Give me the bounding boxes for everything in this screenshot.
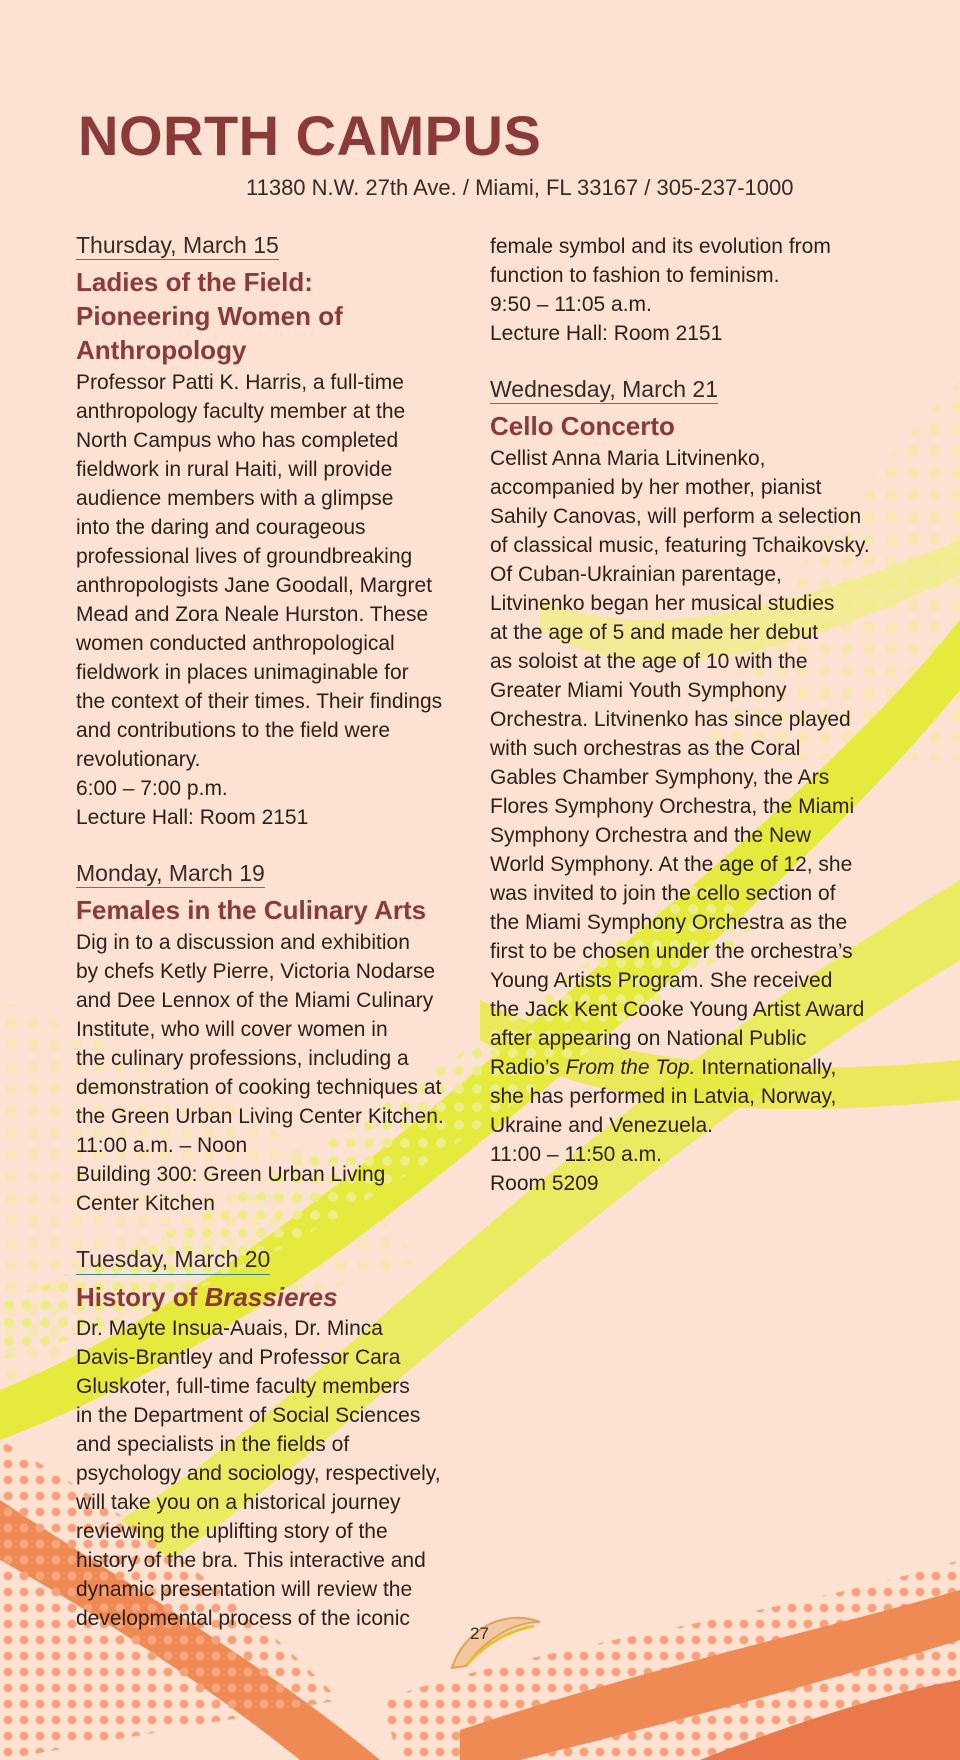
description-line: and Dee Lennox of the Miami Culinary — [76, 989, 434, 1013]
description-line: Young Artists Program. She received — [490, 969, 833, 993]
description-line: function to fashion to feminism. — [490, 264, 780, 287]
description-line: anthropologists Jane Goodall, Margret — [76, 573, 433, 597]
event-cello-concerto — [490, 376, 890, 1198]
description-line: Institute, who will cover women in — [76, 1018, 388, 1042]
description-line: as soloist at the age of 10 with the — [490, 650, 808, 674]
event-ladies-of-the-field — [76, 232, 471, 832]
event-title-line: Cello Concerto — [490, 411, 675, 442]
page-number: 27 — [470, 1624, 489, 1643]
description-line: the Jack Kent Cooke Young Artist Award — [490, 998, 865, 1022]
description-line: into the daring and courageous — [76, 515, 366, 539]
radio-suffix: Internationally, — [695, 1056, 837, 1080]
event-description — [490, 444, 890, 1198]
left-column — [76, 232, 471, 1661]
right-column — [490, 232, 890, 1226]
description-line: the Miami Symphony Orchestra as the — [490, 911, 848, 935]
description-line: Gables Chamber Symphony, the Ars — [490, 766, 830, 790]
leaf-logo-icon — [444, 1600, 544, 1680]
description-line: first to be chosen under the orchestra’s — [490, 940, 853, 964]
description-line: psychology and sociology, respectively, — [76, 1462, 441, 1486]
event-females-culinary-arts — [76, 860, 471, 1218]
description-line: the Green Urban Living Center Kitchen. — [76, 1105, 444, 1129]
description-line: World Symphony. At the age of 12, she — [490, 853, 853, 877]
event-title-line: Ladies of the Field: — [76, 267, 313, 298]
description-line: fieldwork in places unimaginable for — [76, 660, 409, 684]
event-description — [76, 368, 471, 832]
event-description — [76, 1314, 471, 1633]
event-time: 11:00 – 11:50 a.m. — [490, 1143, 663, 1167]
event-history-of-brassieres — [76, 1246, 471, 1633]
description-line: of classical music, featuring Tchaikovsky. — [490, 534, 870, 558]
description-line: Ukraine and Venezuela. — [490, 1114, 713, 1138]
description-line: will take you on a historical journey — [76, 1491, 401, 1515]
description-line: and specialists in the fields of — [76, 1433, 350, 1457]
event-location: Lecture Hall: Room 2151 — [490, 322, 723, 345]
description-line: Davis-Brantley and Professor Cara — [76, 1346, 401, 1370]
event-location: Lecture Hall: Room 2151 — [76, 805, 309, 829]
description-line: Sahily Canovas, will perform a selection — [490, 505, 862, 529]
event-title-line: Pioneering Women of — [76, 301, 343, 332]
campus-title: NORTH CAMPUS — [78, 104, 542, 167]
description-line: and contributions to the field were — [76, 718, 391, 742]
event-date: Thursday, March 15 — [76, 232, 279, 260]
event-date: Monday, March 19 — [76, 860, 265, 888]
description-line: at the age of 5 and made her debut — [490, 621, 819, 645]
description-line: North Campus who has completed — [76, 428, 399, 452]
description-line: demonstration of cooking techniques at — [76, 1076, 442, 1100]
description-line: was invited to join the cello section of — [490, 882, 836, 906]
event-time: 9:50 – 11:05 a.m. — [490, 293, 652, 316]
description-line: the context of their times. Their findings — [76, 689, 443, 713]
description-line: Gluskoter, full-time faculty members — [76, 1375, 410, 1399]
description-line: after appearing on National Public — [490, 1027, 807, 1051]
event-location-line: Building 300: Green Urban Living — [76, 1163, 386, 1187]
description-line: the culinary professions, including a — [76, 1047, 409, 1071]
event-description — [76, 928, 471, 1218]
description-line: in the Department of Social Sciences — [76, 1404, 421, 1428]
event-history-of-brassieres-continued — [490, 232, 890, 348]
description-line: by chefs Ketly Pierre, Victoria Nodarse — [76, 960, 436, 984]
description-line: Orchestra. Litvinenko has since played — [490, 708, 851, 732]
event-time: 6:00 – 7:00 p.m. — [76, 776, 228, 800]
event-title-line: Anthropology — [76, 335, 247, 366]
radio-prefix: Radio’s — [490, 1056, 566, 1080]
description-line: Symphony Orchestra and the New — [490, 824, 811, 848]
event-title-plain: History of — [76, 1281, 205, 1312]
description-line: female symbol and its evolution from — [490, 235, 831, 258]
event-description-continued — [490, 232, 890, 348]
description-line: dynamic presentation will review the — [76, 1578, 413, 1602]
description-line: fieldwork in rural Haiti, will provide — [76, 457, 393, 481]
description-line: anthropology faculty member at the — [76, 399, 406, 423]
event-time: 11:00 a.m. – Noon — [76, 1134, 248, 1158]
description-line: history of the bra. This interactive and — [76, 1549, 426, 1573]
description-line: revolutionary. — [76, 747, 201, 771]
event-title — [76, 894, 471, 928]
description-line: professional lives of groundbreaking — [76, 544, 413, 568]
description-line: Mead and Zora Neale Hurston. These — [76, 602, 429, 626]
event-date: Tuesday, March 20 — [76, 1246, 270, 1274]
description-line: accompanied by her mother, pianist — [490, 476, 822, 500]
description-line: Greater Miami Youth Symphony — [490, 679, 787, 703]
description-line: developmental process of the iconic — [76, 1607, 410, 1631]
campus-address: 11380 N.W. 27th Ave. / Miami, FL 33167 / 305-237-1000 — [246, 175, 794, 200]
description-line: Litvinenko began her musical studies — [490, 592, 835, 616]
description-line: audience members with a glimpse — [76, 486, 394, 510]
event-title — [490, 410, 890, 444]
description-line: Cellist Anna Maria Litvinenko, — [490, 447, 766, 471]
event-location: Room 5209 — [490, 1172, 599, 1196]
description-line: Flores Symphony Orchestra, the Miami — [490, 795, 855, 819]
description-line: Professor Patti K. Harris, a full-time — [76, 370, 404, 394]
description-line-radio — [490, 1053, 890, 1082]
description-line: Dr. Mayte Insua-Auais, Dr. Minca — [76, 1317, 383, 1341]
description-line: reviewing the uplifting story of the — [76, 1520, 388, 1544]
description-line: with such orchestras as the Coral — [490, 737, 801, 761]
event-date: Wednesday, March 21 — [490, 376, 718, 404]
radio-show-title: From the Top. — [565, 1056, 696, 1080]
description-line: Of Cuban-Ukrainian parentage, — [490, 563, 782, 587]
event-title — [76, 1281, 471, 1315]
description-line: she has performed in Latvia, Norway, — [490, 1085, 837, 1109]
event-title — [76, 266, 471, 367]
description-line: women conducted anthropological — [76, 631, 395, 655]
event-title-italic: Brassieres — [204, 1281, 338, 1312]
event-location-line: Center Kitchen — [76, 1192, 215, 1216]
event-title-line: Females in the Culinary Arts — [76, 895, 427, 926]
description-line: Dig in to a discussion and exhibition — [76, 931, 410, 955]
